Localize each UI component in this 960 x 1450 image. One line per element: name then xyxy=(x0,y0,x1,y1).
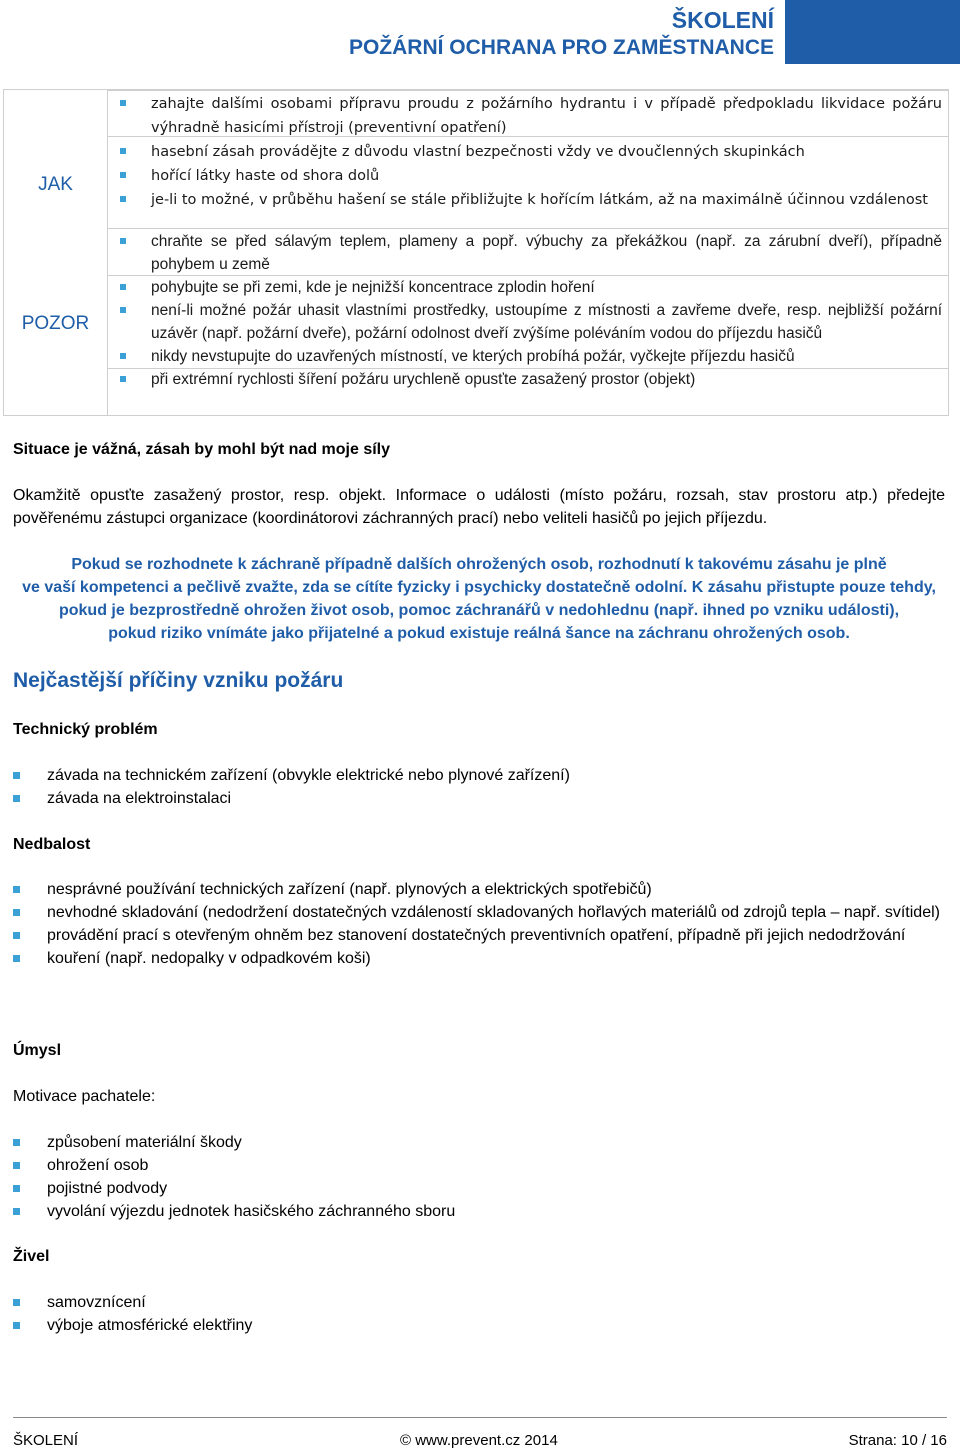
bullet-icon xyxy=(13,1299,20,1306)
table-row-line xyxy=(108,228,948,229)
technical-heading: Technický problém xyxy=(13,721,158,738)
table-row-line xyxy=(108,90,948,91)
notice-line: pokud riziko vnímáte jako přijatelné a pokud existuje reálná šance na záchranu ohrožených osob. xyxy=(108,625,850,642)
list-item: samovznícení xyxy=(13,1291,945,1314)
header-title xyxy=(349,6,774,62)
footer-copyright: © www.prevent.cz 2014 xyxy=(400,1432,558,1449)
list-item: výboje atmosférické elektřiny xyxy=(13,1314,945,1337)
bullet-icon xyxy=(13,772,20,779)
notice-line: Pokud se rozhodnete k záchraně případně dalších ohrožených osob, rozhodnutí k takovému zásahu je plně xyxy=(71,556,887,573)
negligence-list xyxy=(13,878,945,970)
instructions-table xyxy=(3,89,949,416)
footer-left: ŠKOLENÍ xyxy=(13,1432,79,1449)
nature-heading: Živel xyxy=(13,1248,50,1265)
list-item: při extrémní rychlosti šíření požáru urychleně opusťte zasažený prostor (objekt) xyxy=(114,368,942,391)
bullet-icon xyxy=(13,1139,20,1146)
list-item: ohrožení osob xyxy=(13,1154,945,1177)
notice-line: pokud je bezprostředně ohrožen život osob, pomoc záchranářů v nedohlednu (např. ihned po vzniku události), xyxy=(58,602,900,619)
bullet-icon xyxy=(120,376,126,382)
intent-list xyxy=(13,1131,945,1223)
label-jak: JAK xyxy=(38,174,73,195)
list-item: pojistné podvody xyxy=(13,1177,945,1200)
list-item: pohybujte se při zemi, kde je nejnižší koncentrace zplodin hoření xyxy=(114,276,942,299)
list-item: způsobení materiální škody xyxy=(13,1131,945,1154)
intent-subheading: Motivace pachatele: xyxy=(13,1088,156,1105)
pozor-list xyxy=(114,230,942,391)
header-line-2: POŽÁRNÍ OCHRANA PRO ZAMĚSTNANCE xyxy=(348,36,774,59)
bullet-icon xyxy=(120,172,126,178)
list-item: je-li to možné, v průběhu hašení se stále přibližujte k hořícím látkám, až na maximálně účinnou vzdálenost xyxy=(114,188,942,212)
bullet-icon xyxy=(120,196,126,202)
list-item: hořící látky haste od shora dolů xyxy=(114,164,942,188)
bullet-icon xyxy=(13,955,20,962)
label-pozor: POZOR xyxy=(21,313,90,334)
list-item: chraňte se před sálavým teplem, plameny a popř. výbuchy za překážkou (např. za zárubní dveří), případně pohybem u země xyxy=(114,230,942,276)
list-item: zahajte dalšími osobami přípravu proudu z požárního hydrantu i v případě předpokladu likvidace požáru výhradně hasicími přístroji (preventivní opatření) xyxy=(114,92,942,140)
bullet-icon xyxy=(13,1322,20,1329)
header-line-1: ŠKOLENÍ xyxy=(671,7,774,33)
section-title: Nejčastější příčiny vzniku požáru xyxy=(13,669,344,692)
bullet-icon xyxy=(13,1208,20,1215)
list-item: vyvolání výjezdu jednotek hasičského záchranného sboru xyxy=(13,1200,945,1223)
bullet-icon xyxy=(13,932,20,939)
jak-list xyxy=(114,92,942,212)
bullet-icon xyxy=(120,100,126,106)
intent-heading: Úmysl xyxy=(13,1042,62,1059)
footer-divider xyxy=(13,1417,947,1418)
situation-text: Okamžitě opusťte zasažený prostor, resp. objekt. Informace o události (místo požáru, rozsah, stav prostoru atp.) předejte pověřenému zástupci organizace (koordinátorovi záchranných prací) nebo veliteli hasičů po jejich příjezdu. xyxy=(13,487,945,527)
list-item: nikdy nevstupujte do uzavřených místností, ve kterých probíhá požár, vyčkejte příjezdu hasičů xyxy=(114,345,942,368)
footer-page-number: Strana: 10 / 16 xyxy=(848,1432,947,1449)
list-item: provádění prací s otevřeným ohněm bez stanovení dostatečných preventivních opatření, případně při jejich nedodržování xyxy=(13,924,945,947)
bullet-icon xyxy=(13,795,20,802)
list-item: nevhodné skladování (nedodržení dostatečných vzdáleností skladovaných hořlavých materiálů od zdrojů tepla – např. svítidel) xyxy=(13,901,945,924)
list-item: není-li možné požár uhasit vlastními prostředky, ustoupíme z místnosti a zavřeme dveře, resp. nejbližší požární uzávěr (např. požární dveře), požární odolnost dveří zvýšíme poléváním vodou do příjezdu hasičů xyxy=(114,299,942,345)
bullet-icon xyxy=(13,886,20,893)
situation-heading: Situace je vážná, zásah by mohl být nad moje síly xyxy=(13,441,391,458)
list-item: nesprávné používání technických zařízení (např. plynových a elektrických spotřebičů) xyxy=(13,878,945,901)
bullet-icon xyxy=(120,148,126,154)
list-item: závada na elektroinstalaci xyxy=(13,787,945,810)
bullet-icon xyxy=(120,238,126,244)
negligence-heading: Nedbalost xyxy=(13,836,91,853)
header-accent-block xyxy=(785,0,960,64)
bullet-icon xyxy=(120,353,126,359)
bullet-icon xyxy=(120,307,126,313)
bullet-icon xyxy=(120,284,126,290)
table-divider xyxy=(107,90,108,415)
nature-list xyxy=(13,1291,945,1337)
bullet-icon xyxy=(13,909,20,916)
notice-line: ve vaší kompetenci a pečlivě zvažte, zda se cítíte fyzicky i psychicky dostatečně odolní. K zásahu přistupte pouze tehdy, xyxy=(22,579,936,596)
bullet-icon xyxy=(13,1162,20,1169)
technical-list xyxy=(13,764,945,810)
list-item: závada na technickém zařízení (obvykle elektrické nebo plynové zařízení) xyxy=(13,764,945,787)
bullet-icon xyxy=(13,1185,20,1192)
list-item: hasební zásah provádějte z důvodu vlastní bezpečnosti vždy ve dvoučlenných skupinkách xyxy=(114,140,942,164)
list-item: kouření (např. nedopalky v odpadkovém koši) xyxy=(13,947,945,970)
